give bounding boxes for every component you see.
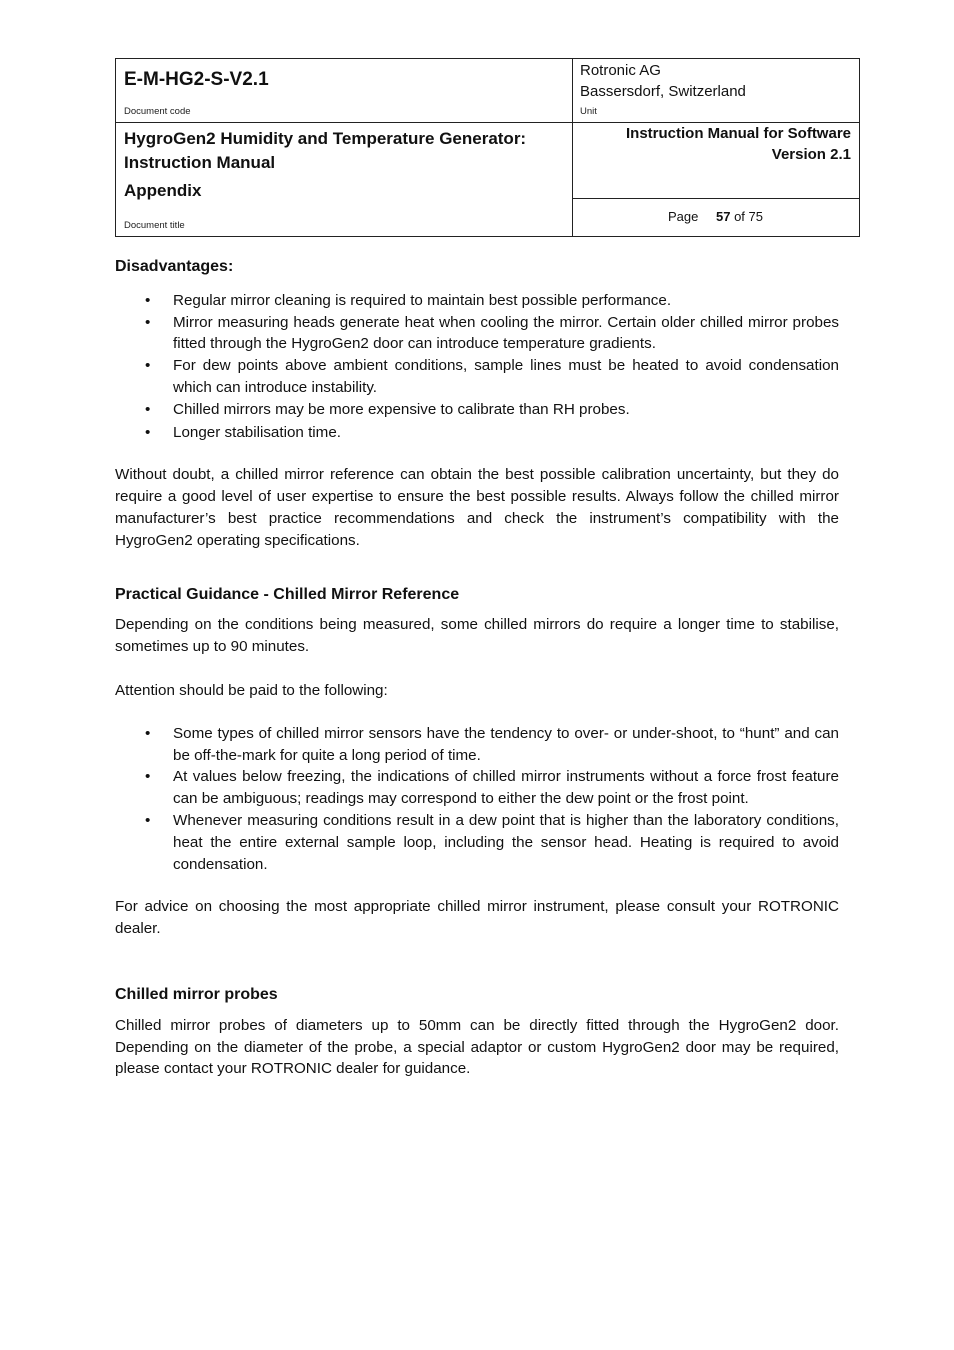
header-divider-left [116,122,572,123]
document-title-line1: HygroGen2 Humidity and Temperature Generator: [124,129,527,148]
guidance-paragraph-2: Attention should be paid to the following: [115,681,388,699]
guidance-paragraph-3: For advice on choosing the most appropriate chilled mirror instrument, please consult your ROTRONIC dealer. [115,898,839,938]
list-item: • Chilled mirrors may be more expensive to calibrate than RH probes. [115,399,839,421]
list-item: • For dew points above ambient conditions, sample lines must be heated to avoid condensation which can introduce instability. [145,357,839,396]
document-title-line2: Instruction Manual [124,153,276,172]
probes-paragraph: Chilled mirror probes of diameters up to 50mm can be directly fitted through the HygroGen2 door. Depending on the diameter of the probe, a special adaptor or custom HygroGen2 door may be required, please contact your ROTRONIC dealer for guidance. [115,1016,839,1078]
bullet-icon: • [145,811,151,829]
unit-label: Unit [580,106,597,117]
list-item: • Regular mirror cleaning is required to maintain best possible performance. [115,290,839,312]
disadvantages-paragraph: Without doubt, a chilled mirror reference can obtain the best possible calibration uncertainty, but they do require a good level of user expertise to ensure the best possible results. Always follow the chilled mirror manufacturer’s best practice recommendations and check the instrument’s compatibility with the HygroGen2 operating specifications. [115,466,839,549]
manual-version: Version 2.1 [771,146,851,163]
list-item: • Mirror measuring heads generate heat when cooling the mirror. Certain older chilled mirror probes fitted through the HygroGen2 door can introduce temperature gradients. [145,313,839,353]
disadvantages-list [115,290,839,444]
list-item: • Longer stabilisation time. [115,422,839,444]
header-divider-right-top [572,122,859,123]
bullet-icon: • [145,724,151,742]
list-item: • Some types of chilled mirror sensors have the tendency to over- or under-shoot, to “hunt” and can be off-the-mark for quite a long period of time. [145,724,839,764]
document-title-label: Document title [124,220,185,231]
company-location: Bassersdorf, Switzerland [580,83,746,100]
page-number: 57 [715,209,731,224]
document-body [115,256,839,1080]
page-indicator [572,209,859,224]
bullet-icon: • [145,357,151,375]
bullet-icon: • [145,291,151,309]
header-divider-right-bottom [572,198,859,199]
document-title-line3: Appendix [124,181,202,200]
bullet-icon: • [145,423,151,441]
bullet-icon: • [145,400,151,418]
list-item: • At values below freezing, the indications of chilled mirror instruments without a force frost feature can be ambiguous; readings may correspond to either the dew point or the frost point. [145,768,839,808]
guidance-heading: Practical Guidance - Chilled Mirror Reference [115,585,460,603]
document-header-table [115,58,860,237]
bullet-icon: • [145,768,151,786]
guidance-list [115,723,839,876]
page-label: Page [667,209,699,224]
probes-heading: Chilled mirror probes [115,985,278,1003]
document-code-label: Document code [124,106,191,117]
manual-name: Instruction Manual for Software [625,125,851,142]
bullet-icon: • [145,313,151,331]
disadvantages-heading: Disadvantages: [115,258,234,275]
list-item: • Whenever measuring conditions result in a dew point that is higher than the laboratory conditions, heat the entire external sample loop, including the sensor head. Heating is required to avoid condensation. [145,811,839,873]
guidance-paragraph-1: Depending on the conditions being measured, some chilled mirrors do require a longer time to stabilise, sometimes up to 90 minutes. [115,616,839,656]
document-code: E-M-HG2-S-V2.1 [124,69,269,90]
company-name: Rotronic AG [580,62,661,79]
page-total: of 75 [734,209,763,224]
